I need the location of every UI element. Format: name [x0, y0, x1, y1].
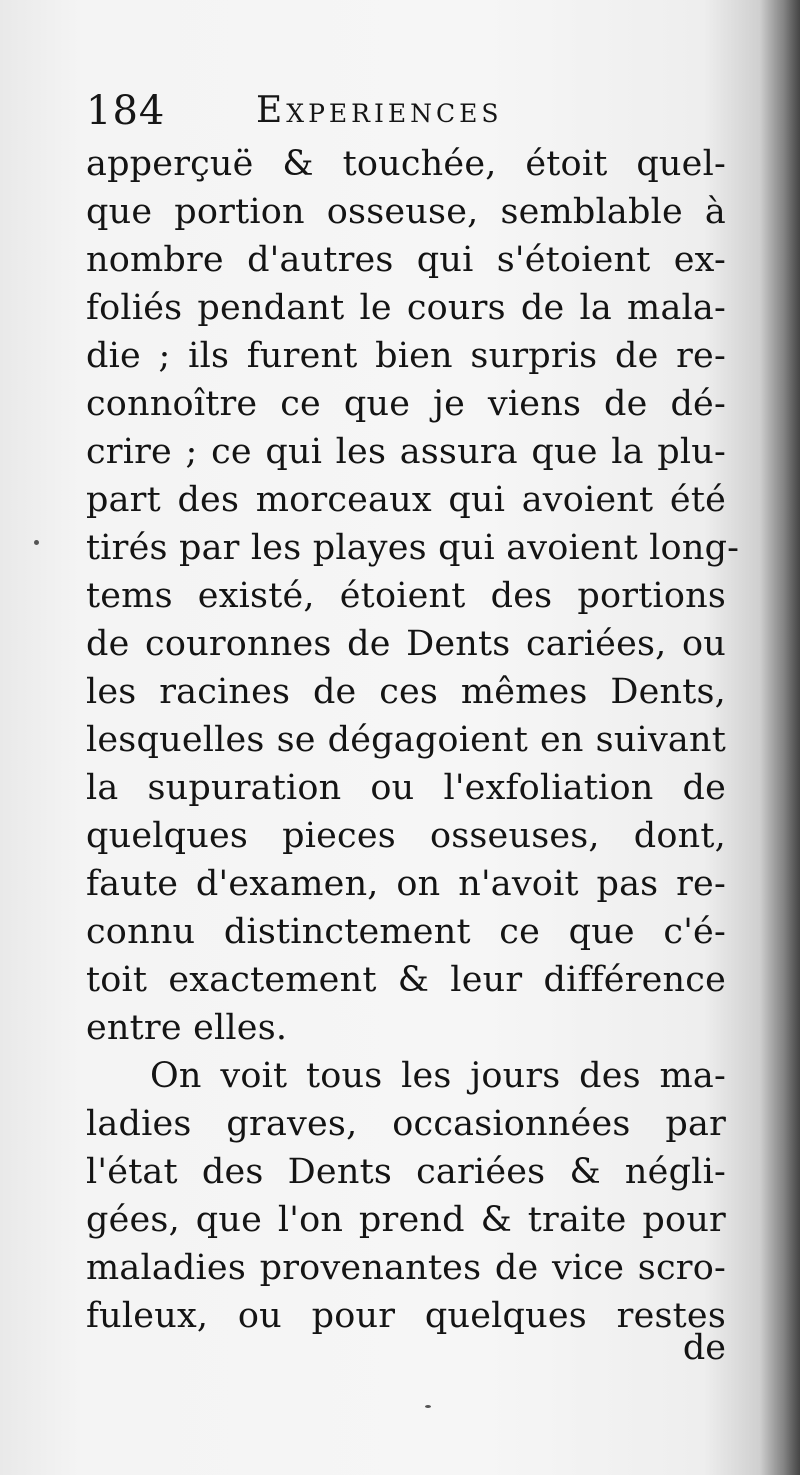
text-line: die ; ils furent bien surpris de re-	[86, 336, 726, 376]
text-line: quelques pieces osseuses, dont,	[86, 816, 726, 856]
text-line: On voit tous les jours des ma-	[150, 1056, 726, 1096]
body-text	[86, 140, 740, 1340]
text-line: nombre d'autres qui s'étoient ex-	[86, 240, 726, 280]
text-line: apperçuë & touchée, étoit quel-	[86, 144, 726, 184]
text-line: maladies provenantes de vice scro-	[86, 1248, 726, 1288]
text-line: tems existé, étoient des portions	[86, 576, 726, 616]
running-head: Experiences	[256, 90, 503, 131]
ink-speck	[425, 1405, 431, 1408]
text-line: gées, que l'on prend & traite pour	[86, 1200, 726, 1240]
text-line: de couronnes de Dents cariées, ou	[86, 624, 726, 664]
text-line: l'état des Dents cariées & négli-	[86, 1152, 726, 1192]
text-line: crire ; ce qui les assura que la plu-	[86, 432, 726, 472]
catchword: de	[682, 1328, 726, 1368]
text-line: connu distinctement ce que c'é-	[86, 912, 726, 952]
text-line: entre elles.	[86, 1008, 288, 1048]
text-line: fuleux, ou pour quelques restes	[86, 1296, 726, 1336]
page-number: 184	[86, 88, 166, 134]
paragraph-1	[86, 140, 740, 1052]
text-line: part des morceaux qui avoient été	[86, 480, 726, 520]
paragraph-2	[86, 1052, 726, 1340]
text-line: la supuration ou l'exfoliation de	[86, 768, 726, 808]
text-line: toit exactement & leur différence	[86, 960, 726, 1000]
text-line: ladies graves, occasionnées par	[86, 1104, 726, 1144]
text-line: connoître ce que je viens de dé-	[86, 384, 726, 424]
ink-speck	[34, 540, 39, 545]
text-line: faute d'examen, on n'avoit pas re-	[86, 864, 726, 904]
text-line: foliés pendant le cours de la mala-	[86, 288, 726, 328]
text-line: que portion osseuse, semblable à	[86, 192, 726, 232]
page-edge-shadow	[760, 0, 800, 1475]
text-line: les racines de ces mêmes Dents,	[86, 672, 726, 712]
text-line: lesquelles se dégagoient en suivant	[86, 720, 726, 760]
text-line: tirés par les playes qui avoient long-	[86, 528, 740, 568]
page-header	[86, 86, 726, 136]
